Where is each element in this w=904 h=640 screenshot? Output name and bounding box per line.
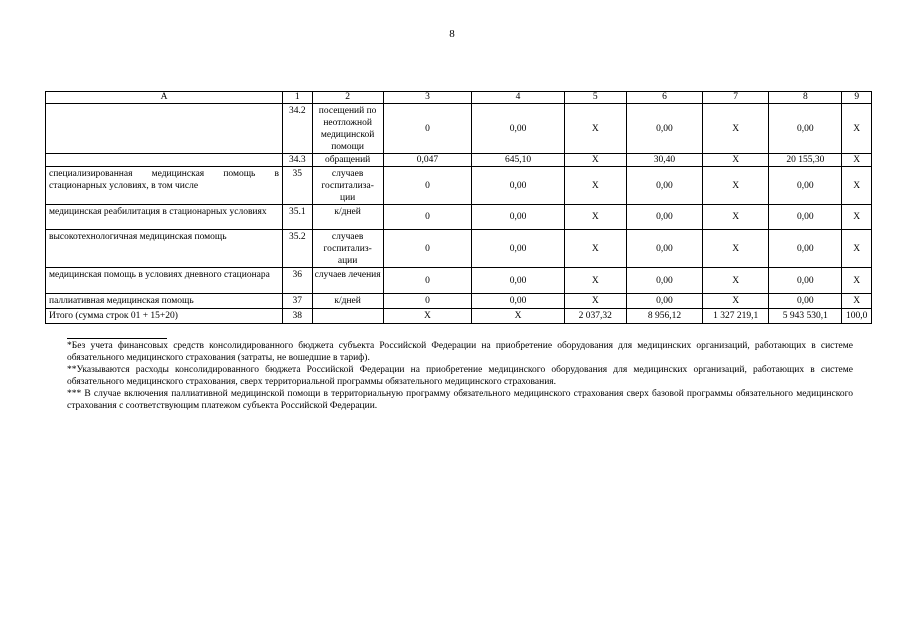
table-total-row — [46, 309, 872, 324]
table-cell: Х — [703, 268, 769, 294]
footnote-3: *** В случае включения паллиативной медицинской помощи в территориальную программу обязательного медицинского страхования сверх базовой программы обязательного медицинского страхования с соответствующим платежом субъекта Российской Федерации. — [67, 389, 853, 411]
table-cell: 2 037,32 — [564, 309, 626, 324]
table-header-row — [46, 92, 872, 104]
table-cell: 0,00 — [472, 104, 565, 154]
table-cell: 0,00 — [626, 294, 702, 309]
table-cell: Х — [703, 167, 769, 205]
table-cell: Х — [564, 230, 626, 268]
header-cell: 5 — [564, 92, 626, 104]
header-cell: 8 — [769, 92, 842, 104]
table-cell: 0,00 — [769, 230, 842, 268]
table-cell: 645,10 — [472, 154, 565, 167]
table-cell: Х — [564, 104, 626, 154]
row-unit-cell: случаев лечения — [312, 268, 383, 294]
table-cell: 0,00 — [472, 268, 565, 294]
row-unit-cell: случаев госпитализ-ации — [312, 230, 383, 268]
table-cell: 100,0 — [842, 309, 872, 324]
table-cell: Х — [842, 268, 872, 294]
header-cell: 7 — [703, 92, 769, 104]
table-cell: 0,00 — [769, 268, 842, 294]
table-cell: 0,00 — [769, 104, 842, 154]
table-row — [46, 230, 872, 268]
table-cell: Х — [703, 294, 769, 309]
table-cell: Х — [703, 230, 769, 268]
table-cell: 0 — [383, 205, 472, 230]
table-cell: 0,00 — [472, 167, 565, 205]
table-cell: 30,40 — [626, 154, 702, 167]
table-cell: 0,00 — [769, 167, 842, 205]
row-line-cell: 35.1 — [283, 205, 313, 230]
header-cell: 3 — [383, 92, 472, 104]
header-cell: 6 — [626, 92, 702, 104]
table-cell: 0 — [383, 230, 472, 268]
header-cell: 9 — [842, 92, 872, 104]
table-cell: 8 956,12 — [626, 309, 702, 324]
row-name-cell — [46, 104, 283, 154]
row-name-cell: высокотехнологичная медицинская помощь — [46, 230, 283, 268]
row-unit-cell: к/дней — [312, 294, 383, 309]
financing-table — [45, 91, 872, 324]
row-unit-cell: посещений по неотложной медицинской помощи — [312, 104, 383, 154]
table-cell: Х — [842, 230, 872, 268]
table-cell: 0 — [383, 167, 472, 205]
row-line-cell: 38 — [283, 309, 313, 324]
row-unit-cell: обращений — [312, 154, 383, 167]
page-number: 8 — [449, 28, 455, 40]
table-cell: Х — [703, 104, 769, 154]
table-cell: 1 327 219,1 — [703, 309, 769, 324]
table-cell: 0 — [383, 294, 472, 309]
row-unit-cell: к/дней — [312, 205, 383, 230]
table-cell: Х — [703, 154, 769, 167]
row-line-cell: 37 — [283, 294, 313, 309]
header-cell: 1 — [283, 92, 313, 104]
table-cell: 0,00 — [626, 167, 702, 205]
table-cell: Х — [842, 154, 872, 167]
header-cell: 2 — [312, 92, 383, 104]
table-cell: 0,00 — [472, 230, 565, 268]
table-cell: Х — [842, 104, 872, 154]
footnote-2: **Указываются расходы консолидированного бюджета Российской Федерации на приобретение медицинского оборудования для медицинских организаций, работающих в системе обязательного медицинского страхования, сверх территориальной программы обязательного медицинского страхования. — [67, 365, 853, 387]
table-cell: Х — [383, 309, 472, 324]
table-cell: 0,00 — [626, 205, 702, 230]
table-cell: 0 — [383, 104, 472, 154]
table-cell: Х — [842, 167, 872, 205]
table-cell: Х — [842, 294, 872, 309]
header-cell: А — [46, 92, 283, 104]
table-row — [46, 167, 872, 205]
table-cell: 0,047 — [383, 154, 472, 167]
table-cell: 0,00 — [769, 205, 842, 230]
table-cell: 0,00 — [472, 205, 565, 230]
table-row — [46, 294, 872, 309]
footnote-separator — [67, 338, 167, 339]
table-cell: 5 943 530,1 — [769, 309, 842, 324]
table-cell: Х — [703, 205, 769, 230]
table-row — [46, 154, 872, 167]
row-name-cell: медицинская помощь в условиях дневного стационара — [46, 268, 283, 294]
footnote-1: *Без учета финансовых средств консолидированного бюджета субъекта Российской Федерации на приобретение оборудования для медицинских организаций, работающих в системе обязательного медицинского страхования (затраты, не вошедшие в тариф). — [67, 341, 853, 363]
table-cell: 0,00 — [626, 268, 702, 294]
table-row — [46, 205, 872, 230]
table-cell: Х — [472, 309, 565, 324]
table-row — [46, 268, 872, 294]
row-line-cell: 34.3 — [283, 154, 313, 167]
table-cell: 20 155,30 — [769, 154, 842, 167]
table-cell: Х — [564, 205, 626, 230]
row-line-cell: 35.2 — [283, 230, 313, 268]
footnotes — [67, 340, 853, 412]
table-cell: Х — [564, 167, 626, 205]
row-name-cell: медицинская реабилитация в стационарных условиях — [46, 205, 283, 230]
row-line-cell: 35 — [283, 167, 313, 205]
table-cell: 0,00 — [472, 294, 565, 309]
row-unit-cell: случаев госпитализа-ции — [312, 167, 383, 205]
table-cell: Х — [564, 268, 626, 294]
row-unit-cell — [312, 309, 383, 324]
table-cell: Х — [564, 154, 626, 167]
row-line-cell: 36 — [283, 268, 313, 294]
row-name-cell: специализированная медицинская помощь в стационарных условиях, в том числе — [46, 167, 283, 205]
row-name-cell: Итого (сумма строк 01 + 15+20) — [46, 309, 283, 324]
header-cell: 4 — [472, 92, 565, 104]
table-cell: 0,00 — [626, 104, 702, 154]
table-cell: Х — [842, 205, 872, 230]
table-cell: 0 — [383, 268, 472, 294]
row-line-cell: 34.2 — [283, 104, 313, 154]
table-cell: 0,00 — [769, 294, 842, 309]
table-cell: Х — [564, 294, 626, 309]
row-name-cell — [46, 154, 283, 167]
row-name-cell: паллиативная медицинская помощь — [46, 294, 283, 309]
table-cell: 0,00 — [626, 230, 702, 268]
table-row — [46, 104, 872, 154]
